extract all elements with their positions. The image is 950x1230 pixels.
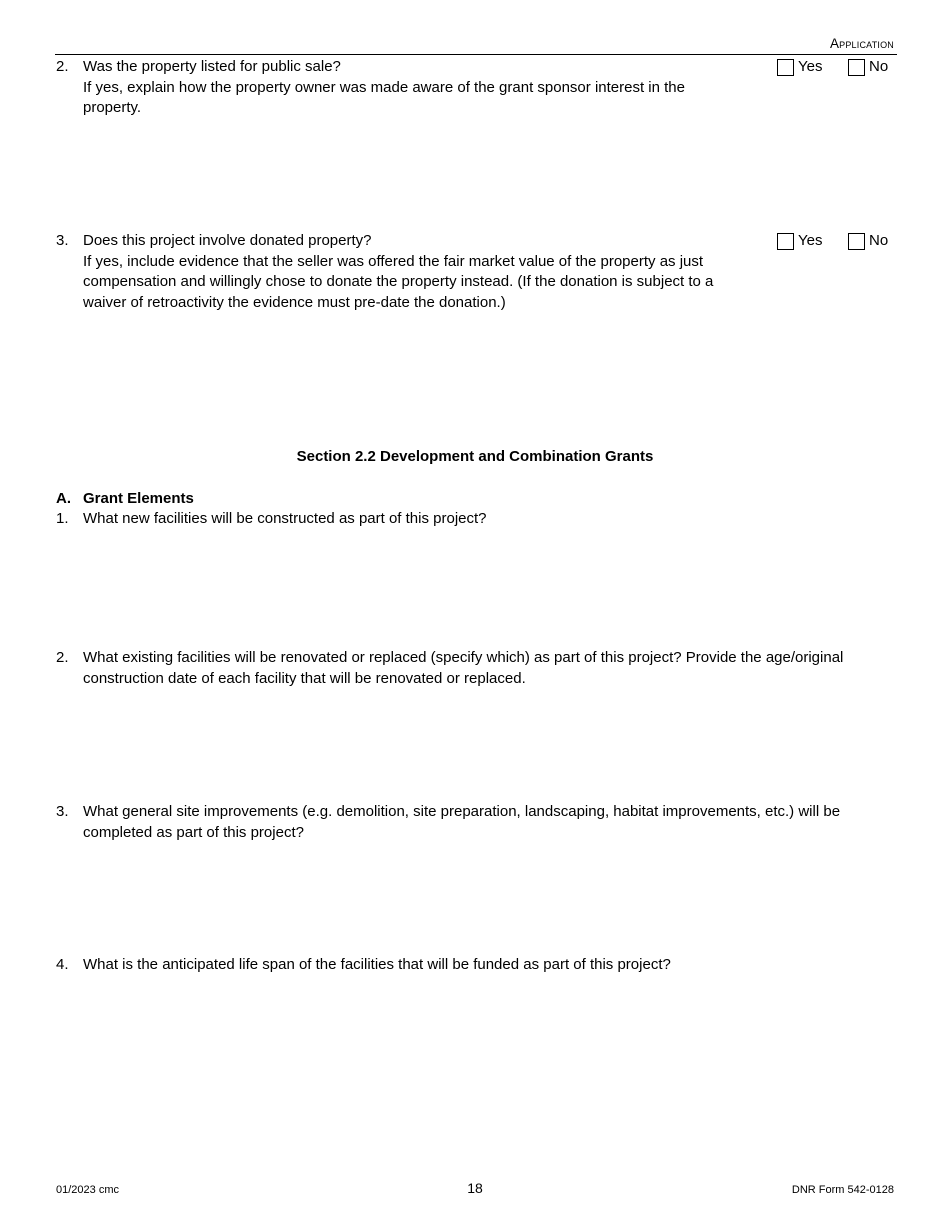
question-line: What general site improvements (e.g. demolition, site preparation, landscaping, habitat improvements, etc.) will be (83, 803, 841, 820)
question-number: 2. (56, 649, 69, 666)
question-line: What is the anticipated life span of the facilities that will be funded as part of this project? (83, 956, 671, 973)
question-number: 3. (56, 803, 69, 820)
question-2-listed-for-sale (56, 57, 896, 119)
page-number: 18 (467, 1180, 483, 1196)
question-number: 3. (56, 232, 69, 249)
form-number: DNR Form 542-0128 (791, 1184, 894, 1196)
yes-label: Yes (798, 58, 823, 75)
question-number: 2. (56, 58, 69, 75)
footer-date: 01/2023 cmc (56, 1184, 119, 1196)
question-line: waiver of retroactivity the evidence must pre-date the donation.) (83, 293, 506, 311)
no-option[interactable] (848, 57, 888, 78)
no-checkbox[interactable] (848, 59, 865, 76)
question-line: completed as part of this project? (83, 823, 304, 841)
yes-option[interactable] (777, 57, 822, 78)
question-line: Was the property listed for public sale? (83, 58, 341, 75)
section-question-3 (56, 802, 896, 843)
question-line: If yes, explain how the property owner was made aware of the grant sponsor interest in the (83, 78, 685, 96)
subheading-letter: A. (56, 490, 71, 507)
question-line: If yes, include evidence that the seller was offered the fair market value of the property as just (83, 252, 704, 270)
yes-option[interactable] (777, 231, 822, 252)
header-rule (55, 54, 897, 55)
no-label: No (869, 232, 889, 249)
section-title: Section 2.2 Development and Combination Grants (296, 448, 654, 465)
section-question-2 (56, 648, 896, 689)
yes-checkbox[interactable] (777, 59, 794, 76)
no-option[interactable] (848, 231, 888, 252)
question-number: 4. (56, 956, 69, 973)
question-line: Does this project involve donated property? (83, 232, 372, 249)
yes-label: Yes (798, 232, 823, 249)
question-line: What new facilities will be constructed as part of this project? (83, 510, 487, 527)
question-line: compensation and willingly chose to donate the property instead. (If the donation is subject to a (83, 273, 714, 290)
header-label: Application (829, 36, 894, 51)
section-question-4 (56, 955, 896, 976)
question-line: What existing facilities will be renovated or replaced (specify which) as part of this project? Provide the age/original (83, 649, 844, 666)
subheading (56, 489, 194, 510)
question-3-donated-property (56, 231, 896, 313)
section-question-1 (56, 509, 896, 530)
no-label: No (869, 58, 889, 75)
question-line: property. (83, 99, 142, 116)
no-checkbox[interactable] (848, 233, 865, 250)
question-number: 1. (56, 510, 69, 527)
subheading-text: Grant Elements (83, 490, 194, 507)
question-line: construction date of each facility that will be renovated or replaced. (83, 669, 526, 687)
yes-checkbox[interactable] (777, 233, 794, 250)
